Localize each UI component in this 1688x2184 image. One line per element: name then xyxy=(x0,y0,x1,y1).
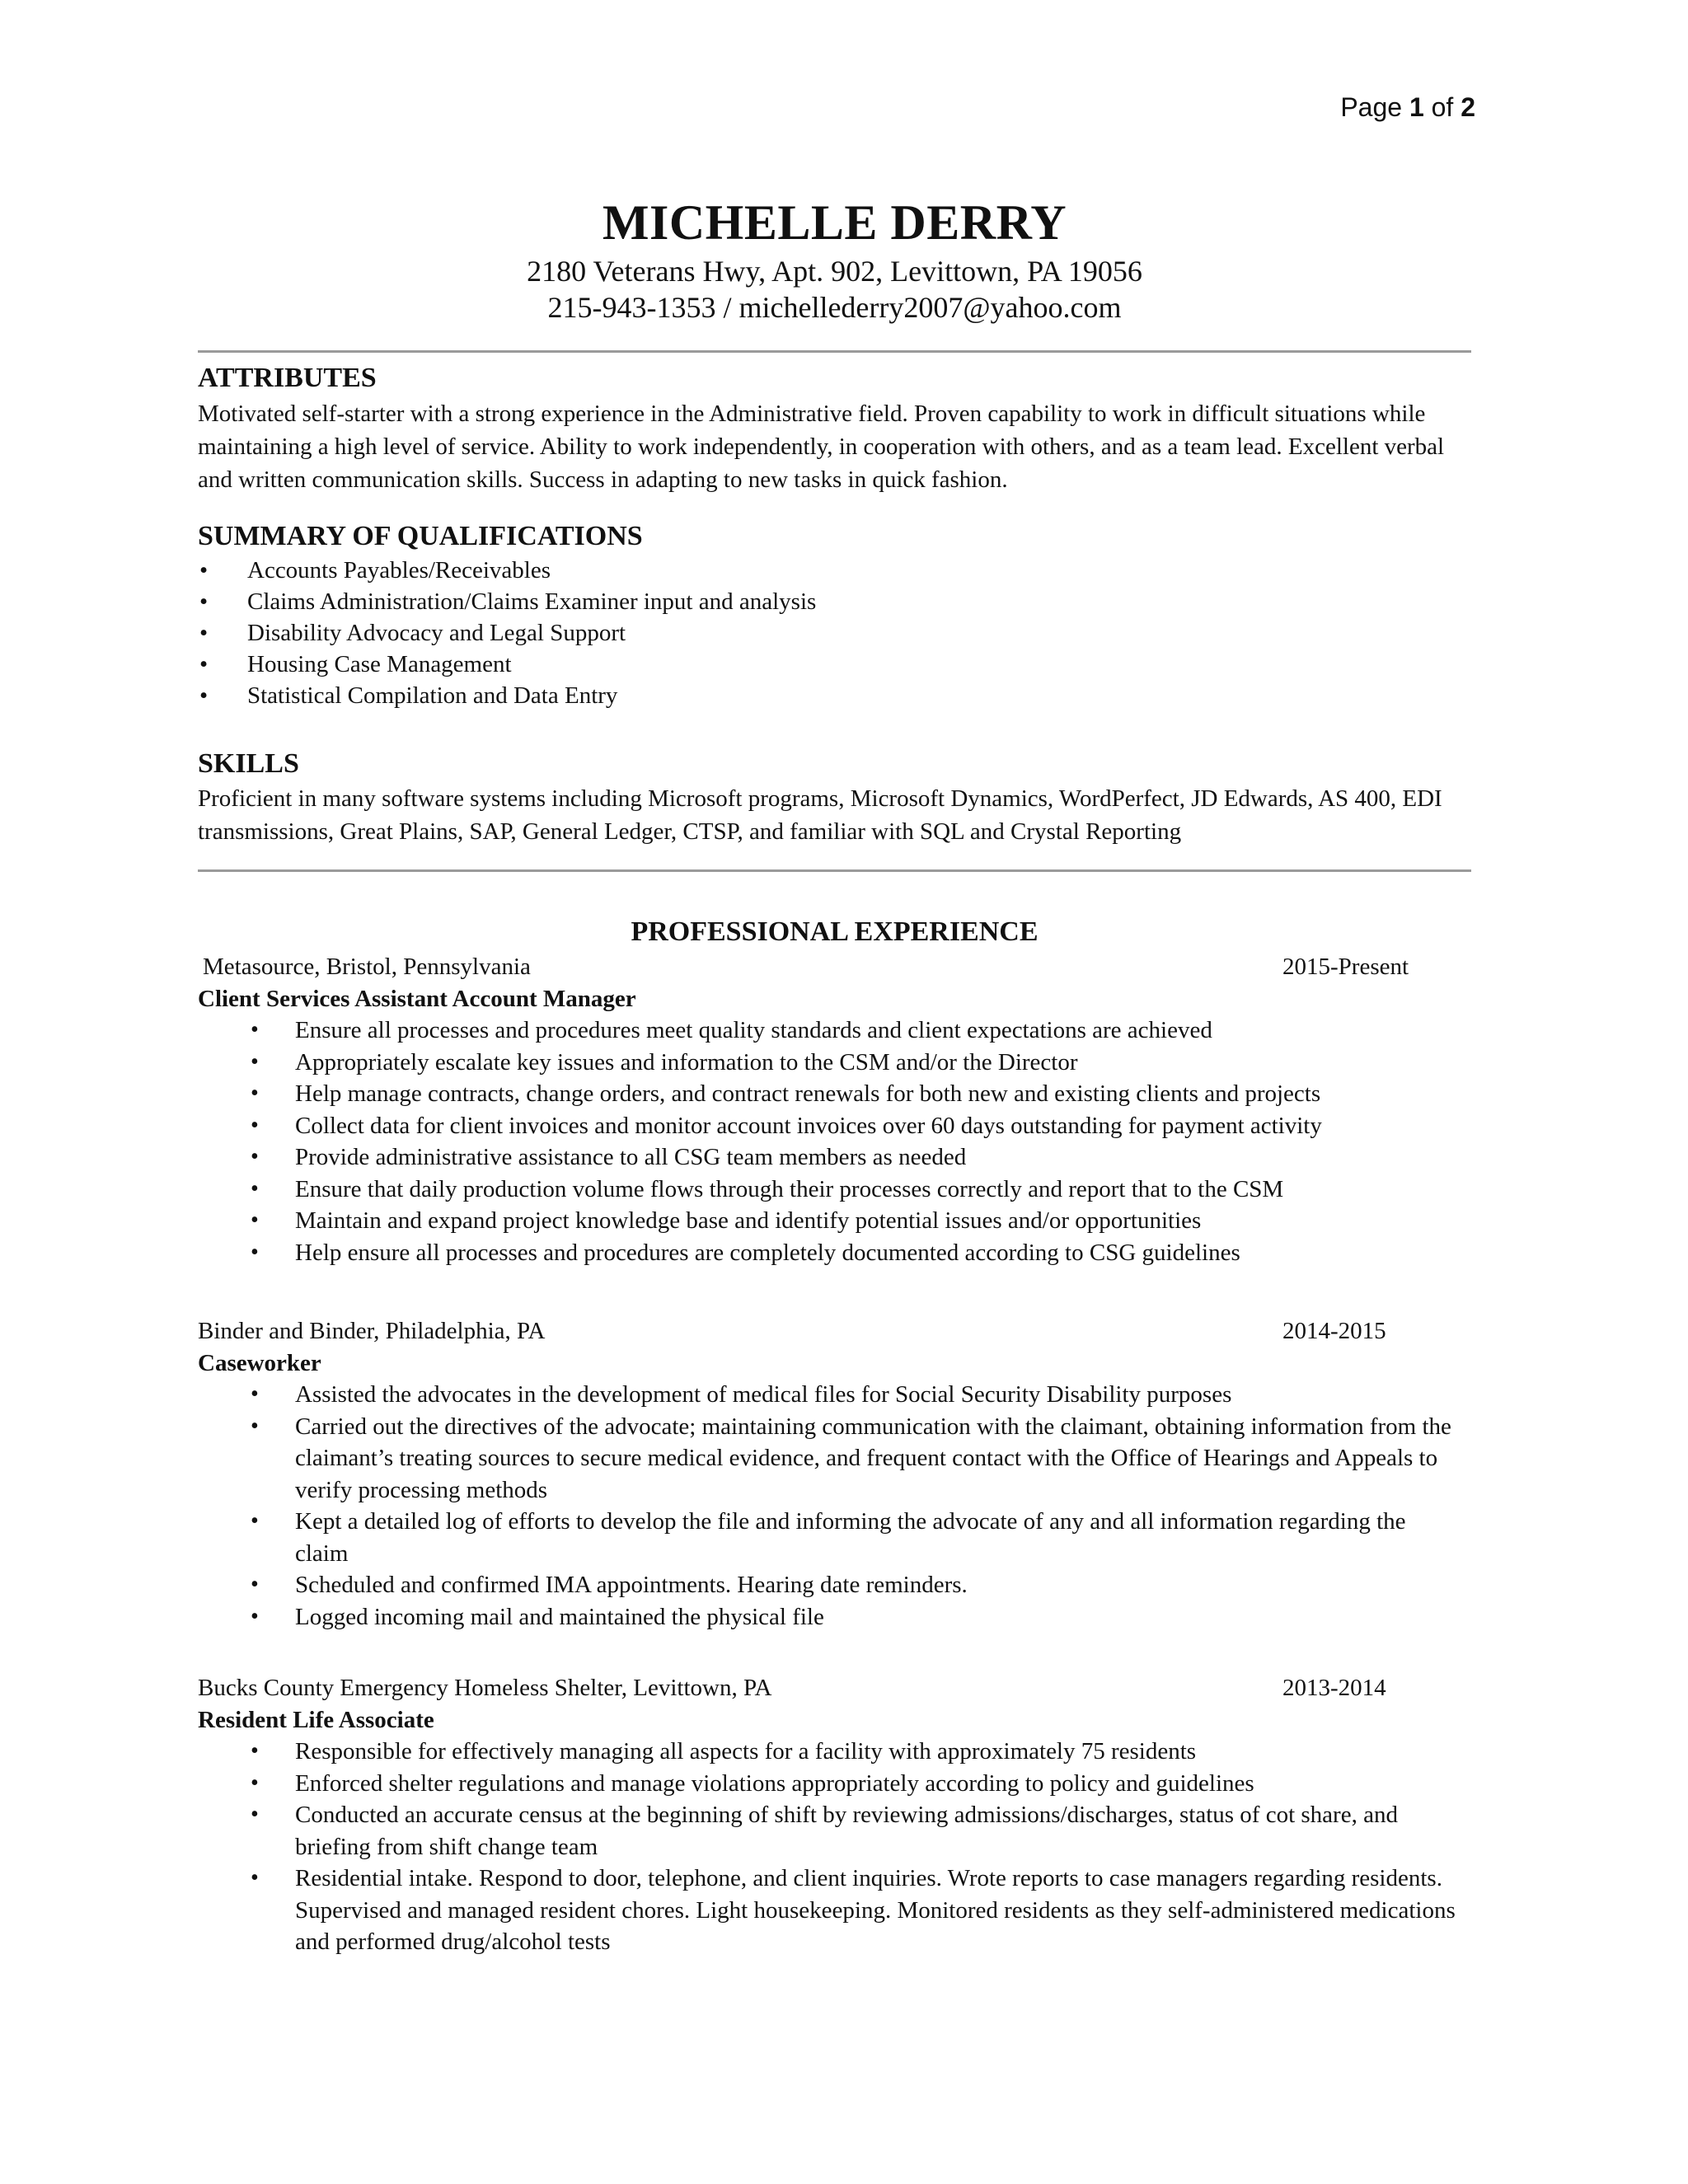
job-bullet: • Collect data for client invoices and monitor account invoices over 60 days outstanding for payment activity xyxy=(198,1110,1471,1142)
job-bullet: • Appropriately escalate key issues and information to the CSM and/or the Director xyxy=(198,1047,1471,1079)
job-bullet: • Logged incoming mail and maintained the physical file xyxy=(198,1601,1471,1633)
qualifications-list xyxy=(198,555,816,711)
job-bullet: • Carried out the directives of the advocate; maintaining communication with the claimant, obtaining information from the claimant’s treating sources to secure medical evidence, and frequent contact with the Office of Hearings and Appeals to verify processing methods xyxy=(198,1411,1471,1507)
job-header xyxy=(198,1315,1471,1347)
job-bullet: • Scheduled and confirmed IMA appointments. Hearing date reminders. xyxy=(198,1569,1471,1601)
qualifications-heading: SUMMARY OF QUALIFICATIONS xyxy=(198,521,643,551)
page-current: 1 xyxy=(1409,92,1424,122)
attributes-text: Motivated self-starter with a strong experience in the Administrative field. Proven capability to work in difficult situations while maintaining a high level of service. Ability to work independently, in cooperation with others, and as a team lead. Excellent verbal and written communication skills. Success in adapting to new tasks in quick fashion. xyxy=(198,401,1445,493)
page-of: of xyxy=(1431,92,1454,122)
job-bullets xyxy=(198,1015,1471,1268)
job-entry xyxy=(198,1315,1471,1633)
job-role: Resident Life Associate xyxy=(198,1707,434,1733)
skills-heading: SKILLS xyxy=(198,748,299,779)
job-bullets xyxy=(198,1379,1471,1633)
job-bullet: • Assisted the advocates in the development of medical files for Social Security Disability purposes xyxy=(198,1379,1471,1411)
applicant-contact: 215-943-1353 / michellederry2007@yahoo.com xyxy=(547,291,1122,324)
job-dates: 2013-2014 xyxy=(1282,1675,1386,1701)
job-company: Bucks County Emergency Homeless Shelter, Levittown, PA xyxy=(198,1675,772,1701)
applicant-address: 2180 Veterans Hwy, Apt. 902, Levittown, PA 19056 xyxy=(527,255,1142,288)
page-prefix: Page xyxy=(1340,92,1403,122)
job-entry xyxy=(198,1671,1471,1958)
qualification-item: • Accounts Payables/Receivables xyxy=(198,555,816,586)
job-header xyxy=(198,1671,1471,1704)
skills-text: Proficient in many software systems including Microsoft programs, Microsoft Dynamics, WordPerfect, JD Edwards, AS 400, EDI transmissions, Great Plains, SAP, General Ledger, CTSP, and familiar with SQL and Crystal Reporting xyxy=(198,785,1442,845)
job-bullet: • Residential intake. Respond to door, telephone, and client inquiries. Wrote reports to case managers regarding residents. Supervised and managed resident chores. Light housekeeping. Monitored residents as they self-administered medications and performed drug/alcohol tests xyxy=(198,1863,1471,1958)
job-bullet: • Maintain and expand project knowledge base and identify potential issues and/or opportunities xyxy=(198,1205,1471,1237)
job-company: Metasource, Bristol, Pennsylvania xyxy=(203,954,531,980)
job-role: Client Services Assistant Account Manager xyxy=(198,986,636,1012)
job-dates: 2015-Present xyxy=(1282,954,1409,980)
job-company: Binder and Binder, Philadelphia, PA xyxy=(198,1318,546,1344)
page-total: 2 xyxy=(1461,92,1475,122)
skills-divider xyxy=(198,869,1471,872)
qualification-item: • Claims Administration/Claims Examiner input and analysis xyxy=(198,586,816,617)
job-bullet: • Help manage contracts, change orders, and contract renewals for both new and existing clients and projects xyxy=(198,1078,1471,1110)
job-bullet: • Enforced shelter regulations and manage violations appropriately according to policy and guidelines xyxy=(198,1768,1471,1800)
job-dates: 2014-2015 xyxy=(1282,1318,1386,1344)
experience-heading: PROFESSIONAL EXPERIENCE xyxy=(631,916,1039,947)
job-bullet: • Kept a detailed log of efforts to develop the file and informing the advocate of any and all information regarding the claim xyxy=(198,1506,1471,1569)
attributes-heading: ATTRIBUTES xyxy=(198,363,377,393)
job-header xyxy=(198,950,1471,983)
applicant-name: MICHELLE DERRY xyxy=(602,195,1067,250)
job-bullets xyxy=(198,1736,1471,1958)
job-bullet: • Help ensure all processes and procedures are completely documented according to CSG guidelines xyxy=(198,1237,1471,1269)
qualification-item: • Disability Advocacy and Legal Support xyxy=(198,617,816,649)
qualification-item: • Statistical Compilation and Data Entry xyxy=(198,680,816,711)
job-bullet: • Ensure that daily production volume flows through their processes correctly and report that to the CSM xyxy=(198,1174,1471,1206)
qualification-item: • Housing Case Management xyxy=(198,649,816,680)
job-bullet: • Conducted an accurate census at the beginning of shift by reviewing admissions/discharges, status of cot share, and briefing from shift change team xyxy=(198,1799,1471,1863)
job-bullet: • Provide administrative assistance to all CSG team members as needed xyxy=(198,1141,1471,1174)
header-divider xyxy=(198,350,1471,353)
page-indicator xyxy=(1340,92,1475,123)
job-bullet: • Ensure all processes and procedures meet quality standards and client expectations are achieved xyxy=(198,1015,1471,1047)
job-bullet: • Responsible for effectively managing all aspects for a facility with approximately 75 residents xyxy=(198,1736,1471,1768)
job-entry xyxy=(198,950,1471,1268)
job-role: Caseworker xyxy=(198,1350,321,1376)
